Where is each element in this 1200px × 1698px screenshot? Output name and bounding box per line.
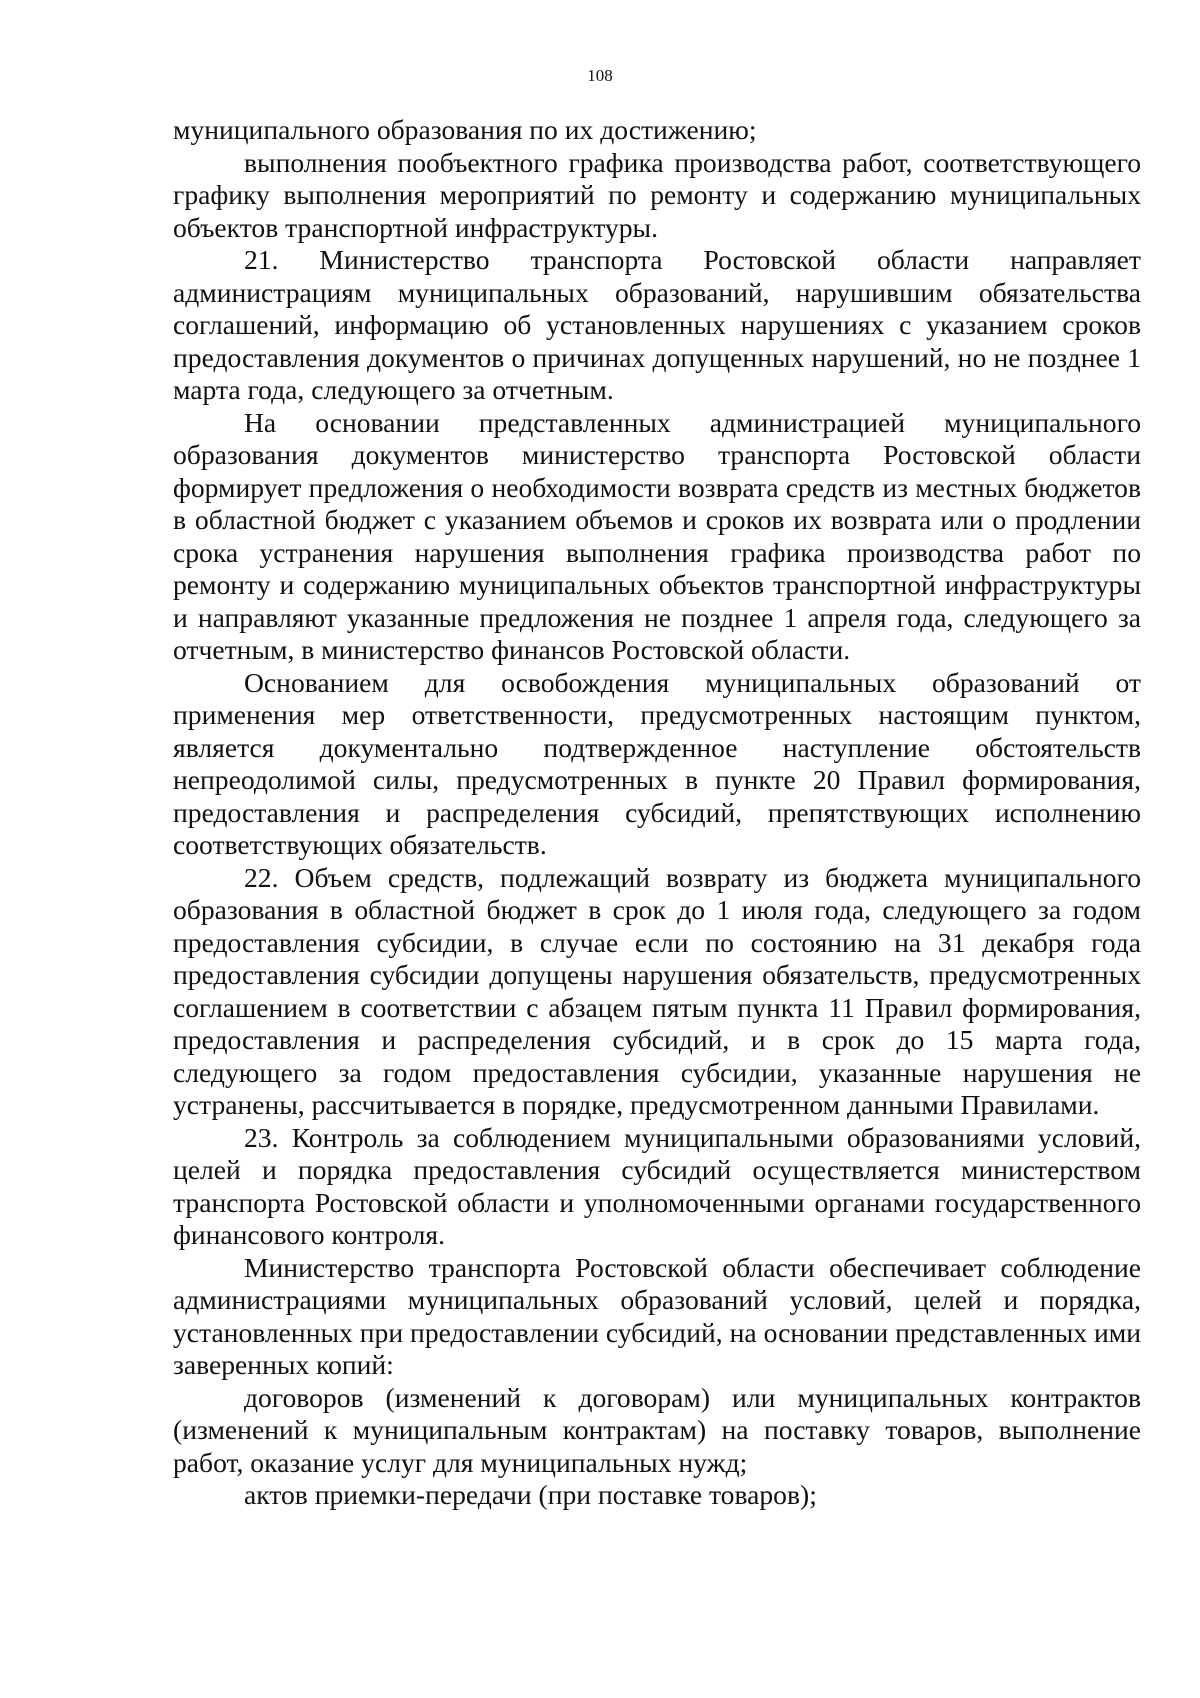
paragraph-clause-21: 21. Министерство транспорта Ростовской области направляет администрациям муниципальных образований, нарушившим обязательства соглашений, информацию об установленных нарушениях с указанием сроков предоставления документов о причинах допущенных нарушений, но не позднее 1 марта года, следующего за отчетным. <box>173 244 1141 405</box>
paragraph-continuation: муниципального образования по их достижению; <box>173 114 757 145</box>
document-body <box>173 114 1141 1512</box>
paragraph-refund-proposals: На основании представленных администрацией муниципального образования документов министерство транспорта Ростовской области формирует предложения о необходимости возврата средств из местных бюджетов в областной бюджет с указанием объемов и сроков их возврата или о продлении срока устранения нарушения выполнения графика производства работ по ремонту и содержанию муниципальных объектов транспортной инфраструктуры и направляют указанные предложения не позднее 1 апреля года, следующего за отчетным, в министерство финансов Ростовской области. <box>173 406 1141 665</box>
paragraph-contracts: договоров (изменений к договорам) или муниципальных контрактов (изменений к муниципальным контрактам) на поставку товаров, выполнение работ, оказание услуг для муниципальных нужд; <box>173 1381 1141 1478</box>
paragraph-acceptance-acts: актов приемки-передачи (при поставке товаров); <box>244 1479 817 1510</box>
paragraph-ministry-compliance: Министерство транспорта Ростовской области обеспечивает соблюдение администрациями муниципальных образований условий, целей и порядка, установленных при предоставлении субсидий, на основании представленных ими заверенных копий: <box>173 1251 1141 1380</box>
paragraph-force-majeure: Основанием для освобождения муниципальных образований от применения мер ответственности, предусмотренных настоящим пунктом, является документально подтвержденное наступление обстоятельств непреодолимой силы, предусмотренных в пункте 20 Правил формирования, предоставления и распределения субсидий, препятствующих исполнению соответствующих обязательств. <box>173 666 1141 860</box>
paragraph-clause-23: 23. Контроль за соблюдением муниципальными образованиями условий, целей и порядка предоставления субсидий осуществляется министерством транспорта Ростовской области и уполномоченными органами государственного финансового контроля. <box>173 1121 1141 1250</box>
paragraph-schedule: выполнения пообъектного графика производства работ, соответствующего графику выполнения мероприятий по ремонту и содержанию муниципальных объектов транспортной инфраструктуры. <box>173 146 1141 243</box>
page-number: 108 <box>587 66 613 85</box>
paragraph-clause-22: 22. Объем средств, подлежащий возврату из бюджета муниципального образования в областной бюджет в срок до 1 июля года, следующего за годом предоставления субсидии, в случае если по состоянию на 31 декабря года предоставления субсидии допущены нарушения обязательств, предусмотренных соглашением в соответствии с абзацем пятым пункта 11 Правил формирования, предоставления и распределения субсидий, и в срок до 15 марта года, следующего за годом предоставления субсидии, указанные нарушения не устранены, рассчитывается в порядке, предусмотренном данными Правилами. <box>173 861 1141 1120</box>
